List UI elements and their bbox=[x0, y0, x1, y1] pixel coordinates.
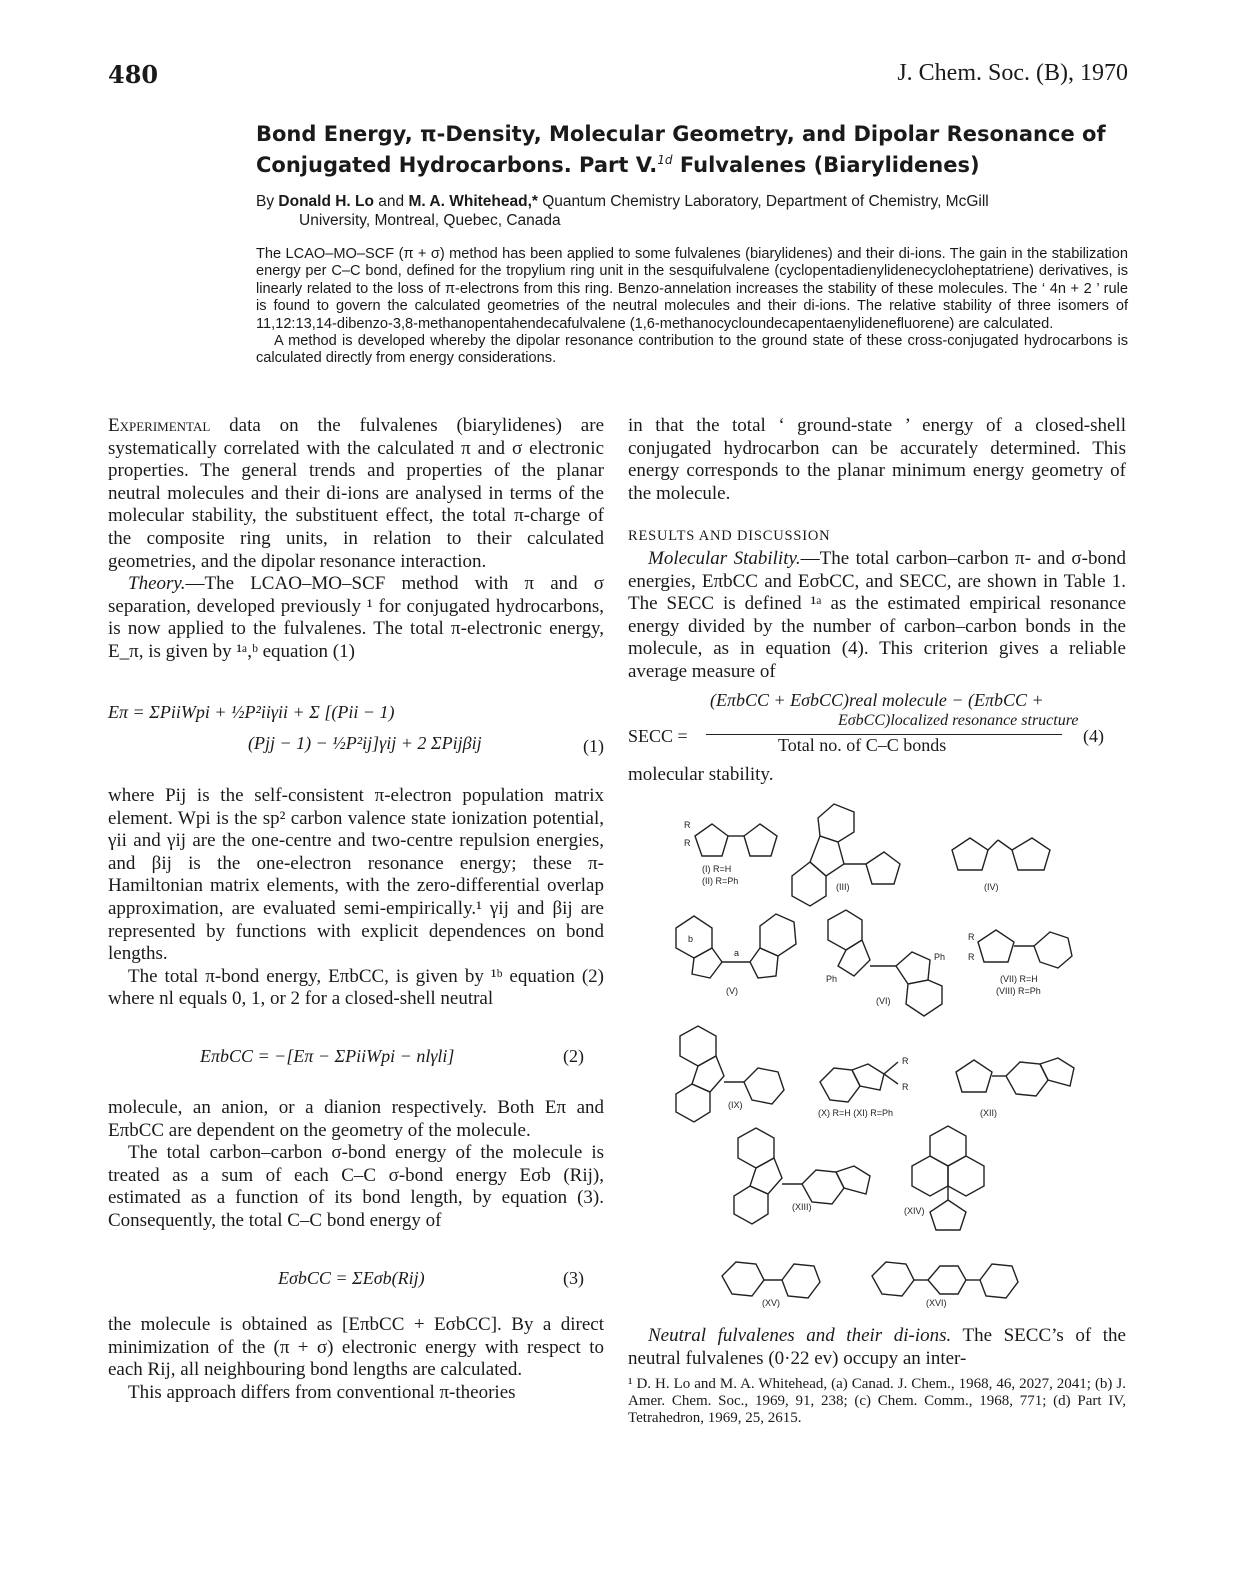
left-column-top bbox=[108, 415, 604, 664]
page-number: 480 bbox=[108, 60, 159, 89]
article-title bbox=[256, 121, 1136, 178]
eq1-number: (1) bbox=[583, 736, 604, 756]
footnote: ¹ D. H. Lo and M. A. Whitehead, (a) Canad. J. Chem., 1968, 46, 2027, 2041; (b) J. Amer. Chem. Soc., 1969, 91, 238; (c) Chem. Comm., 1968, 771; (d) Part IV, Tetrahedron, 1969, 25, 2615. bbox=[628, 1376, 1126, 1426]
abstract-p2: A method is developed whereby the dipolar resonance contribution to the ground state of these cross-conjugated hydrocarbons is calculated directly from energy considerations. bbox=[256, 333, 1128, 367]
eq3-number: (3) bbox=[563, 1268, 584, 1288]
structure-VII-VIII bbox=[968, 930, 1072, 996]
left-p3: where Pij is the self-consistent π-electron population matrix element. Wpi is the sp² carbon valence state ionization potential, γii and γij are the one-centre and two-centre repulsion energies, and βij is the one-electron resonance energy; these π-Hamiltonian matrix elements, with the zero-differential overlap approximation, are evaluated semi-empirically.¹ γij and βij are represented by functions with explicit dependences on bond lengths. bbox=[108, 785, 604, 965]
right-p2: —The total carbon–carbon π- and σ-bond energies, EπbCC and EσbCC, and SECC, are shown in Table 1. The SECC is defined ¹ᵃ as the estimated empirical resonance energy divided by the number of carbon–carbon bonds in the molecule, as in equation (4). This criterion gives a reliable average measure of bbox=[628, 547, 1126, 682]
title-part: Conjugated Hydrocarbons. Part V. bbox=[256, 153, 658, 177]
eq2-number: (2) bbox=[563, 1046, 584, 1066]
equation-2 bbox=[200, 1046, 604, 1067]
title-line-2 bbox=[256, 147, 1136, 178]
equation-4 bbox=[628, 690, 1126, 760]
structure-VI bbox=[826, 910, 945, 1016]
structure-XVI bbox=[872, 1262, 1018, 1308]
structure-I-II bbox=[684, 820, 777, 886]
right-p1: in that the total ‘ ground-state ’ energy of a closed-shell conjugated hydrocarbon can be accurately determined. This energy corresponds to the planar minimum energy geometry of the molecule. bbox=[628, 415, 1126, 504]
left-p4: The total π-bond energy, EπbCC, is given by ¹ᵇ equation (2) where nl equals 0, 1, or 2 for a closed-shell neutral bbox=[108, 965, 604, 1010]
left-column-bottom bbox=[108, 1314, 604, 1404]
structure-IX bbox=[676, 1026, 784, 1122]
eq3-body: EσbCC = ΣEσb(Rij) bbox=[278, 1268, 425, 1288]
title-ref: 1d bbox=[657, 153, 673, 167]
atom-Ph-2: Ph bbox=[934, 952, 946, 962]
label-XIII: (XIII) bbox=[792, 1202, 812, 1212]
atom-R5: R bbox=[902, 1056, 909, 1066]
abstract bbox=[256, 246, 1128, 368]
atom-R4: R bbox=[968, 952, 975, 962]
eq4-number: (4) bbox=[1083, 726, 1104, 746]
eq4-lhs: SECC = bbox=[628, 726, 688, 746]
equation-3 bbox=[278, 1268, 584, 1289]
authors-block bbox=[256, 192, 1136, 230]
author-1: Donald H. Lo bbox=[278, 193, 374, 210]
atom-R: R bbox=[684, 820, 691, 830]
title-subtitle: Fulvalenes (Biarylidenes) bbox=[672, 153, 980, 177]
right-column-top bbox=[628, 415, 1126, 684]
left-p6: The total carbon–carbon σ-bond energy of the molecule is treated as a sum of each C–C σ-bond energy Eσb (Rij), estimated as a function of its bond length, by equation (3). Consequently, the total C–C bond energy of bbox=[108, 1142, 604, 1231]
affiliation-2: University, Montreal, Quebec, Canada bbox=[299, 212, 561, 229]
by-label: By bbox=[256, 193, 279, 210]
neutral-fulvalenes-label: Neutral fulvalenes and their di-ions. bbox=[648, 1325, 952, 1346]
eq1-line1: Eπ = ΣPiiWpi + ½P²iiγii + Σ [(Pii − 1) bbox=[108, 702, 395, 722]
label-XV: (XV) bbox=[762, 1298, 780, 1308]
label-VII: (VII) R=H bbox=[1000, 974, 1038, 984]
journal-citation: J. Chem. Soc. (B), 1970 bbox=[897, 60, 1128, 86]
eq2-body: EπbCC = −[Eπ − ΣPiiWpi − nlγli] bbox=[200, 1046, 455, 1066]
atom-R2: R bbox=[684, 838, 691, 848]
left-p5: molecule, an anion, or a dianion respectively. Both Eπ and EπbCC are dependent on the geometry of the molecule. bbox=[108, 1097, 604, 1141]
label-VI: (VI) bbox=[876, 996, 891, 1006]
left-column-low bbox=[108, 1097, 604, 1233]
right-p4: The SECC’s of the neutral fulvalenes (0·22 ev) occupy an inter- bbox=[628, 1325, 1126, 1369]
atom-R6: R bbox=[902, 1082, 909, 1092]
label-V: (V) bbox=[726, 986, 738, 996]
atom-R3: R bbox=[968, 932, 975, 942]
atom-Ph-1: Ph bbox=[826, 974, 838, 984]
label-IV: (IV) bbox=[984, 882, 999, 892]
eq4-numerator-1: (EπbCC + EσbCC)real molecule − (EπbCC + bbox=[710, 690, 1044, 710]
eq1-line2: (Pjj − 1) − ½P²ij]γij + 2 ΣPijβij bbox=[248, 733, 482, 753]
structure-IV bbox=[952, 838, 1050, 892]
affiliation-1: Quantum Chemistry Laboratory, Department of Chemistry, McGill bbox=[537, 193, 989, 210]
left-column-mid bbox=[108, 785, 604, 1011]
right-column-bottom bbox=[628, 1325, 1126, 1370]
title-line-1: Bond Energy, π-Density, Molecular Geometry, and Dipolar Resonance of bbox=[256, 122, 1106, 146]
left-p7: the molecule is obtained as [EπbCC + EσbCC]. By a direct minimization of the (π + σ) electronic energy with respect to each Rij, all neighbouring bond lengths are calculated. bbox=[108, 1314, 604, 1381]
left-p1: data on the fulvalenes (biarylidenes) are systematically correlated with the calculated π and σ electronic properties. The general trends and properties of the planar neutral molecules and their di-ions are analysed in terms of the molecular stability, the substituent effect, the total π-charge of the composite ring units, in relation to their calculated geometries, and the dipolar resonance interaction. bbox=[108, 415, 604, 572]
author-2: M. A. Whitehead,* bbox=[408, 193, 538, 210]
label-X-XI: (X) R=H (XI) R=Ph bbox=[818, 1108, 894, 1118]
structure-III bbox=[792, 804, 900, 906]
structure-V bbox=[676, 914, 796, 996]
and-word: and bbox=[373, 193, 409, 210]
structure-XIV bbox=[904, 1126, 984, 1230]
right-p3: molecular stability. bbox=[628, 764, 774, 785]
left-p8: This approach differs from conventional π-theories bbox=[128, 1381, 516, 1403]
structure-XV bbox=[722, 1262, 820, 1308]
label-III: (III) bbox=[836, 882, 850, 892]
label-IX: (IX) bbox=[728, 1100, 743, 1110]
label-VIII: (VIII) R=Ph bbox=[996, 986, 1041, 996]
atom-a: a bbox=[734, 948, 740, 958]
label-XIV: (XIV) bbox=[904, 1206, 925, 1216]
eq4-denominator: Total no. of C–C bonds bbox=[778, 735, 947, 755]
label-XII: (XII) bbox=[980, 1108, 997, 1118]
abstract-p1: The LCAO–MO–SCF (π + σ) method has been applied to some fulvalenes (biarylidenes) and their di-ions. The gain in the stabilization energy per C–C bond, defined for the tropylium ring unit in the sesquifulvalene (cyclopentadienylidenecycloheptatriene) derivatives, is linearly related to the loss of π-electrons from this ring. Benzo-annelation increases the stability of these molecules. The ‘ 4n + 2 ’ rule is found to govern the calculated geometries of the neutral molecules and their di-ions. The relative stability of three isomers of 11,12:13,14-dibenzo-3,8-methanopentahendecafulvalene (1,6-methanocycloundecapentaenylidenefluorene) are calculated. bbox=[256, 246, 1128, 332]
label-II: (II) R=Ph bbox=[702, 876, 739, 886]
fulvalene-structures-figure bbox=[640, 790, 1120, 1320]
left-p2: —The LCAO–MO–SCF method with π and σ separation, developed previously ¹ for conjugated hydrocarbons, is now applied to the fulvalenes. The total π-electronic energy, E_π, is given by ¹ᵃ,ᵇ equation (1) bbox=[108, 573, 604, 662]
structure-XII bbox=[956, 1058, 1074, 1118]
label-XVI: (XVI) bbox=[926, 1298, 947, 1308]
equation-1 bbox=[108, 702, 604, 754]
experimental-label: Experimental bbox=[108, 415, 211, 436]
label-I: (I) R=H bbox=[702, 864, 732, 874]
structure-X-XI bbox=[818, 1056, 909, 1118]
atom-b: b bbox=[688, 934, 694, 944]
eq4-numerator-2: EσbCC)localized resonance structure bbox=[838, 712, 1079, 729]
structure-XIII bbox=[734, 1128, 870, 1224]
results-heading: RESULTS AND DISCUSSION bbox=[628, 528, 831, 545]
theory-label: Theory. bbox=[128, 573, 186, 595]
molecular-stability-label: Molecular Stability. bbox=[648, 547, 801, 569]
